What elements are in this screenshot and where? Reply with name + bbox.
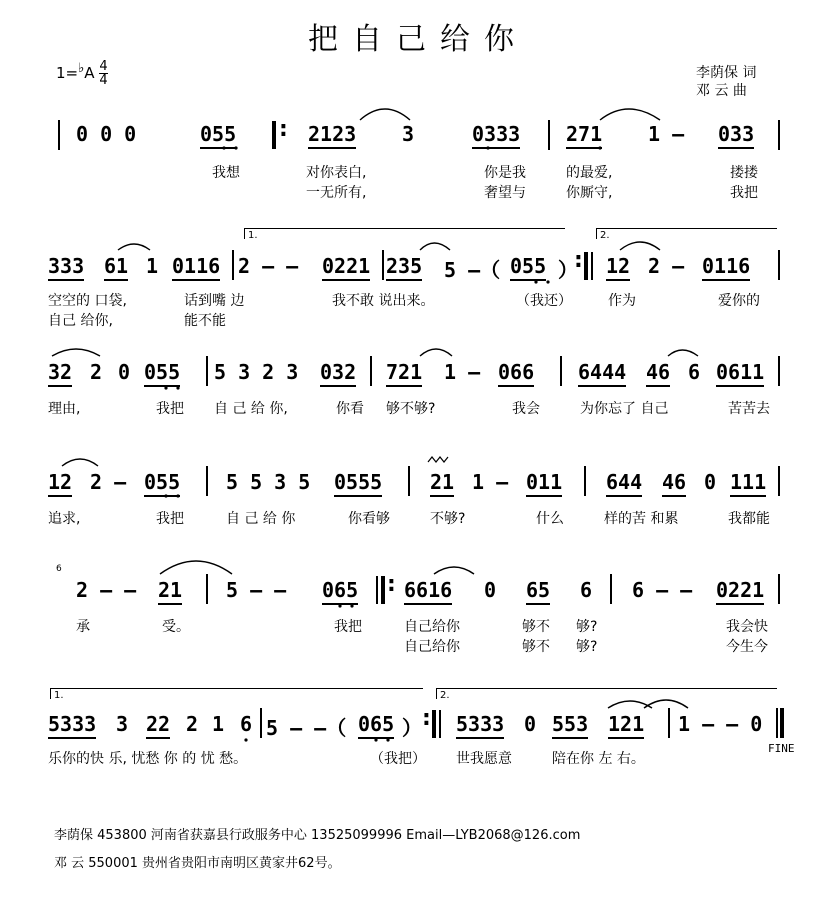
lyric: 够?: [576, 639, 598, 655]
note-group: 65: [526, 578, 550, 605]
note-group: 46: [662, 470, 686, 497]
barline: [206, 574, 208, 604]
note-group: 644: [606, 470, 642, 497]
lyric: （我还）: [516, 293, 572, 309]
tie: [360, 109, 410, 120]
barline: [778, 120, 780, 150]
note-group: 0333: [472, 122, 520, 149]
note-group: 21: [158, 578, 182, 605]
note-group: 3: [402, 122, 415, 146]
lyric: 自己给你: [404, 619, 460, 635]
key-prefix: 1=: [56, 64, 79, 82]
barline: [778, 356, 780, 386]
time-bottom: 4: [99, 73, 108, 88]
time-signature: [99, 60, 107, 87]
note-group: 055: [144, 470, 180, 497]
tie: [600, 109, 660, 120]
flat-symbol: ♭: [78, 61, 85, 76]
note-group: 5 – –: [226, 578, 287, 602]
tie: [118, 244, 150, 250]
song-title: 把自己给你: [308, 22, 528, 57]
note-group: 333: [48, 254, 84, 281]
key-note: A: [84, 64, 95, 82]
note-group: 111: [730, 470, 766, 497]
lyric: 我把: [156, 511, 184, 527]
note-group: 033: [718, 122, 754, 149]
lyric: 够不: [522, 639, 550, 655]
lyric: 够不够?: [386, 401, 436, 417]
volta-number: 1.: [54, 690, 64, 701]
lyric: 对你表白,: [306, 165, 367, 181]
lyric: 自己 给你,: [48, 313, 113, 329]
barline: [382, 250, 384, 280]
note-group: 0116: [172, 254, 220, 281]
lyric: 你厮守,: [566, 185, 613, 201]
barline: [206, 466, 208, 496]
barline: [548, 120, 550, 150]
barline: [408, 466, 410, 496]
note-group: 2 – –: [76, 578, 137, 602]
note-group: 1 – – 0: [678, 712, 763, 736]
lyric: 能不能: [184, 313, 226, 329]
final-barline: [776, 708, 784, 738]
note-group: 1: [212, 712, 225, 736]
note-group: 0: [524, 712, 537, 736]
lyric: 追求,: [48, 511, 81, 527]
note-group: 2 –: [648, 254, 685, 278]
tie: [62, 459, 98, 466]
lyric: 我把: [334, 619, 362, 635]
barline: [778, 250, 780, 280]
tie: [420, 349, 452, 356]
note-group: 2 –: [90, 470, 127, 494]
composer-credit: 邓 云 曲: [696, 83, 747, 99]
barline: [778, 466, 780, 496]
note-group: 0221: [322, 254, 370, 281]
barline: [206, 356, 208, 386]
lyric: 够不: [522, 619, 550, 635]
barline: [560, 356, 562, 386]
mordent: [428, 457, 448, 462]
note-group: 121: [608, 712, 644, 739]
time-top: 4: [99, 59, 108, 74]
note-group: 3: [116, 712, 129, 736]
lyric: 乐你的快 乐, 忧愁 你 的 忧 愁。: [48, 751, 248, 767]
volta-bracket-2: [596, 228, 777, 239]
note-group: 0116: [702, 254, 750, 281]
lyric: 什么: [536, 511, 564, 527]
tie: [420, 243, 450, 250]
lyric: 理由,: [48, 401, 81, 417]
note-group: 0: [704, 470, 717, 494]
note-group: 065: [358, 712, 394, 739]
lyric: 我都能: [728, 511, 770, 527]
note-group: 0611: [716, 360, 764, 387]
tie: [644, 700, 688, 708]
note-group: 2123: [308, 122, 356, 149]
lyric: 自 己 给 你: [226, 511, 296, 527]
note-group: 066: [498, 360, 534, 387]
note-group: 2: [186, 712, 199, 736]
lyric: （我把）: [370, 751, 426, 767]
note-group: 055: [144, 360, 180, 387]
lyric: 话到嘴 边: [184, 293, 245, 309]
tie: [668, 350, 698, 356]
barline: [584, 466, 586, 496]
lyric: 今生今: [726, 639, 768, 655]
lyric: 苦苦去: [728, 401, 770, 417]
low-dot: [244, 738, 247, 741]
note-group: 5 5 3 5: [226, 470, 311, 494]
barline: [668, 708, 670, 738]
note-group: 2: [90, 360, 103, 384]
note-group: 721: [386, 360, 422, 387]
lyric: 受。: [162, 619, 190, 635]
note-group: 12: [606, 254, 630, 281]
note-group: 46: [646, 360, 670, 387]
note-group: 065: [322, 578, 358, 605]
note-group: 5 – –（: [266, 716, 347, 740]
note-group: 5 –（: [444, 258, 501, 282]
note-group: 011: [526, 470, 562, 497]
note-group: 6616: [404, 578, 452, 605]
barline: [58, 120, 60, 150]
note-group: 6: [240, 712, 253, 736]
tie: [608, 701, 652, 708]
lyric: 我会: [512, 401, 540, 417]
lyric: 空空的 口袋,: [48, 293, 127, 309]
note-group: 61: [104, 254, 128, 281]
note-group: 5333: [456, 712, 504, 739]
tie: [52, 349, 100, 356]
key-signature: [56, 60, 108, 87]
note-group: 21: [430, 470, 454, 497]
lyric: 我会快: [726, 619, 768, 635]
note-group: 0 0 0: [76, 122, 137, 146]
tie: [620, 242, 660, 250]
lyric: 的最爱,: [566, 165, 613, 181]
lyric: 自己给你: [404, 639, 460, 655]
note-group: 6: [688, 360, 701, 384]
note-group: 6: [580, 578, 593, 602]
note-group: 0221: [716, 578, 764, 605]
barline: [232, 250, 234, 280]
note-group: 1 –: [648, 122, 685, 146]
lyricist-credit: 李荫保 词: [696, 65, 757, 81]
note-group: 055: [510, 254, 546, 281]
lyric: 你看: [336, 401, 364, 417]
barline: [260, 708, 262, 738]
contact-lyricist: 李荫保 453800 河南省获嘉县行政服务中心 13525099996 Email—LYB2068@126.com: [54, 828, 581, 843]
note-group: 553: [552, 712, 588, 739]
lyric: 一无所有,: [306, 185, 367, 201]
lyric: 样的苦 和累: [604, 511, 679, 527]
lyric: 陪在你 左 右。: [552, 751, 645, 767]
barline: [370, 356, 372, 386]
lyric: 承: [76, 619, 90, 635]
volta-bracket-1: [50, 688, 423, 699]
note-group: 0: [118, 360, 131, 384]
barline: [778, 574, 780, 604]
volta-number: 1.: [248, 230, 258, 241]
note-group: 12: [48, 470, 72, 497]
note-group: 5 3 2 3: [214, 360, 299, 384]
lyric: 不够?: [430, 511, 466, 527]
lyric: 作为: [608, 293, 636, 309]
note-group: 032: [320, 360, 356, 387]
lyric: 我把: [156, 401, 184, 417]
contact-composer: 邓 云 550001 贵州省贵阳市南明区黄家井62号。: [54, 856, 341, 871]
note-group: 22: [146, 712, 170, 739]
note-group: 1 –: [472, 470, 509, 494]
lyric: 世我愿意: [456, 751, 512, 767]
lyric: 搂搂: [730, 165, 758, 181]
low-dot: [546, 280, 549, 283]
note-group: 235: [386, 254, 422, 281]
lyric: 你看够: [348, 511, 390, 527]
note-group: 271: [566, 122, 602, 149]
tie: [160, 561, 232, 574]
volta-number: 2.: [600, 230, 610, 241]
lyric: 我把: [730, 185, 758, 201]
note-group: ）: [558, 258, 578, 282]
volta-bracket-1: [244, 228, 565, 239]
note-group: 6 – –: [632, 578, 693, 602]
note-group: 5333: [48, 712, 96, 739]
lyric: 你是我: [484, 165, 526, 181]
fine-marking: FINE: [768, 742, 795, 755]
lyric: 我想: [212, 165, 240, 181]
barline: [610, 574, 612, 604]
note-group: 0: [484, 578, 497, 602]
note-group: 1 –: [444, 360, 481, 384]
volta-bracket-2: [436, 688, 777, 699]
note-group: 2 – –: [238, 254, 299, 278]
note-group: 6444: [578, 360, 626, 387]
note-group: 1: [146, 254, 159, 278]
volta-number: 2.: [440, 690, 450, 701]
tie: [434, 567, 474, 574]
lyric: 自 己 给 你,: [214, 401, 288, 417]
lyric: 够?: [576, 619, 598, 635]
lyric: 爱你的: [718, 293, 760, 309]
note-group: 055: [200, 122, 236, 149]
note-group: 0555: [334, 470, 382, 497]
note-group: ）: [402, 716, 422, 740]
lyric: 奢望与: [484, 185, 526, 201]
lyric: 为你忘了 自己: [580, 401, 669, 417]
note-group: 32: [48, 360, 72, 387]
grace-note: 6: [56, 564, 62, 574]
lyric: 我不敢 说出来。: [332, 293, 435, 309]
